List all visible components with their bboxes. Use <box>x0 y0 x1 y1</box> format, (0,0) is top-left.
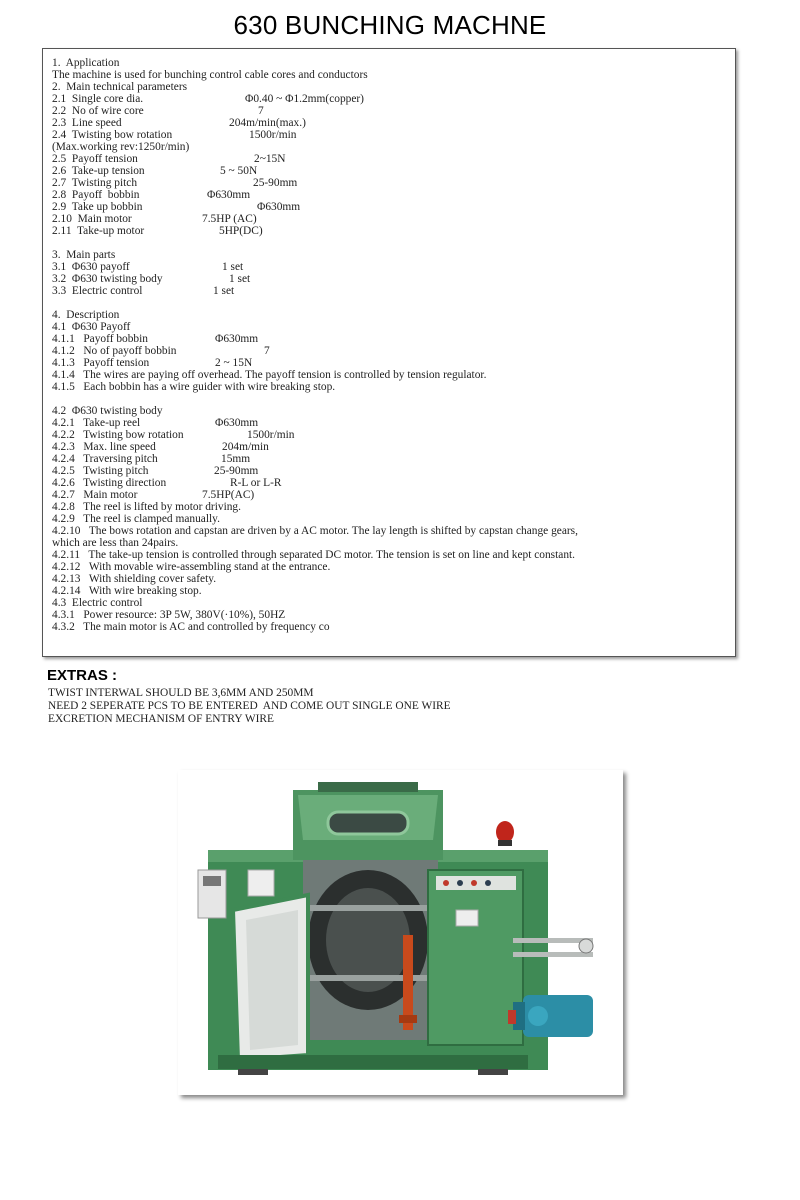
spec-line-label: which are less than 24pairs. <box>52 537 179 549</box>
spec-line-label: (Max.working rev:1250r/min) <box>52 141 190 153</box>
spec-line-value: 204m/min <box>222 441 269 453</box>
spec-line-label: 2.6 Take-up tension <box>52 165 145 177</box>
spec-line-label: 3.3 Electric control <box>52 285 143 297</box>
bunching-machine-photo <box>178 770 623 1095</box>
spec-line-value: 1 set <box>229 273 251 285</box>
spec-line-label: 3. Main parts <box>52 249 116 261</box>
extras-line: NEED 2 SEPERATE PCS TO BE ENTERED AND COME OUT SINGLE ONE WIRE <box>48 700 451 712</box>
spec-line-label: 4.2 Φ630 twisting body <box>52 405 163 417</box>
spec-line-label: 2.3 Line speed <box>52 117 122 129</box>
spec-line-value: 1500r/min <box>247 429 295 441</box>
spec-line-value: 25-90mm <box>253 177 298 189</box>
spec-line-label: 2. Main technical parameters <box>52 81 188 93</box>
spec-line-label: 4.3 Electric control <box>52 597 143 609</box>
spec-line-label: 3.2 Φ630 twisting body <box>52 273 163 285</box>
spec-line-label: 4.2.1 Take-up reel <box>52 417 141 429</box>
spec-line-value: 7 <box>264 345 270 357</box>
spec-line-label: 2.11 Take-up motor <box>52 225 145 237</box>
spec-line-label: The machine is used for bunching control cable cores and conductors <box>52 69 368 81</box>
bunching-machine-illustration <box>178 770 623 1095</box>
spec-line-label: 4.2.11 The take-up tension is controlled through separated DC motor. The tension is set on line and kept constant. <box>52 549 576 561</box>
spec-line-label: 4.2.13 With shielding cover safety. <box>52 573 217 585</box>
spec-line-value: 5 ~ 50N <box>220 165 258 177</box>
extras-list <box>48 687 451 726</box>
spec-line-value: Φ630mm <box>257 201 301 213</box>
spec-line-label: 4.2.5 Twisting pitch <box>52 465 149 477</box>
spec-line-label: 3.1 Φ630 payoff <box>52 261 130 273</box>
spec-line-value: 204m/min(max.) <box>229 117 306 129</box>
spec-line-label: 4.2.2 Twisting bow rotation <box>52 429 184 441</box>
spec-line-label: 2.7 Twisting pitch <box>52 177 138 189</box>
extras-heading: EXTRAS : <box>47 667 118 684</box>
spec-line-value: Φ630mm <box>207 189 251 201</box>
specification-box <box>42 48 736 657</box>
spec-line-value: 1 set <box>222 261 244 273</box>
spec-line-label: 2.1 Single core dia. <box>52 93 144 105</box>
spec-line-label: 4.1 Φ630 Payoff <box>52 321 131 333</box>
spec-line-value: 7.5HP (AC) <box>202 213 257 225</box>
spec-line-label: 4.3.2 The main motor is AC and controlled by frequency co <box>52 621 330 633</box>
spec-line-label: 4.3.1 Power resource: 3P 5W, 380V(·10%), 50HZ <box>52 609 286 621</box>
spec-line-label: 4.1.1 Payoff bobbin <box>52 333 148 345</box>
spec-line-value: 1500r/min <box>249 129 297 141</box>
page-title: 630 BUNCHING MACHNE <box>233 10 547 40</box>
spec-line-value: 25-90mm <box>214 465 259 477</box>
extras-line: TWIST INTERWAL SHOULD BE 3,6MM AND 250MM <box>48 687 314 699</box>
spec-line-label: 2.10 Main motor <box>52 213 132 225</box>
spec-line-label: 4.2.3 Max. line speed <box>52 441 156 453</box>
spec-line-value: Φ630mm <box>215 417 259 429</box>
spec-line-label: 2.2 No of wire core <box>52 105 144 117</box>
spec-line-label: 4.1.4 The wires are paying off overhead. The payoff tension is controlled by tension regulator. <box>52 369 487 381</box>
spec-line-label: 4.2.7 Main motor <box>52 489 138 501</box>
spec-line-label: 2.5 Payoff tension <box>52 153 138 165</box>
spec-line-label: 2.9 Take up bobbin <box>52 201 143 213</box>
spec-line-label: 4. Description <box>52 309 120 321</box>
spec-line-label: 2.4 Twisting bow rotation <box>52 129 173 141</box>
spec-line-label: 4.2.14 With wire breaking stop. <box>52 585 202 597</box>
spec-line-label: 1. Application <box>52 57 120 69</box>
spec-line-label: 2.8 Payoff bobbin <box>52 189 140 201</box>
spec-line-value: Φ630mm <box>215 333 259 345</box>
spec-line-value: 5HP(DC) <box>219 225 263 237</box>
spec-line-value: 7.5HP(AC) <box>202 489 255 501</box>
spec-line-label: 4.2.6 Twisting direction <box>52 477 167 489</box>
spec-line-value: 15mm <box>221 453 251 465</box>
spec-line-value: Φ0.40 ~ Φ1.2mm(copper) <box>245 93 364 105</box>
spec-line-value: 1 set <box>213 285 235 297</box>
spec-line-label: 4.2.4 Traversing pitch <box>52 453 158 465</box>
spec-line-label: 4.2.12 With movable wire-assembling stand at the entrance. <box>52 561 331 573</box>
spec-line-label: 4.1.3 Payoff tension <box>52 357 150 369</box>
spec-line-value: 7 <box>258 105 264 117</box>
spec-line-label: 4.2.9 The reel is clamped manually. <box>52 513 220 525</box>
spec-line-value: 2~15N <box>254 153 286 165</box>
spec-line-label: 4.2.8 The reel is lifted by motor driving. <box>52 501 241 513</box>
spec-line-label: 4.1.5 Each bobbin has a wire guider with wire breaking stop. <box>52 381 336 393</box>
spec-line-label: 4.2.10 The bows rotation and capstan are driven by a AC motor. The lay length is shifted by capstan change gears, <box>52 525 578 537</box>
spec-line-value: R-L or L-R <box>230 477 282 489</box>
extras-line: EXCRETION MECHANISM OF ENTRY WIRE <box>48 713 274 725</box>
spec-line-value: 2 ~ 15N <box>215 357 253 369</box>
spec-line-label: 4.1.2 No of payoff bobbin <box>52 345 177 357</box>
